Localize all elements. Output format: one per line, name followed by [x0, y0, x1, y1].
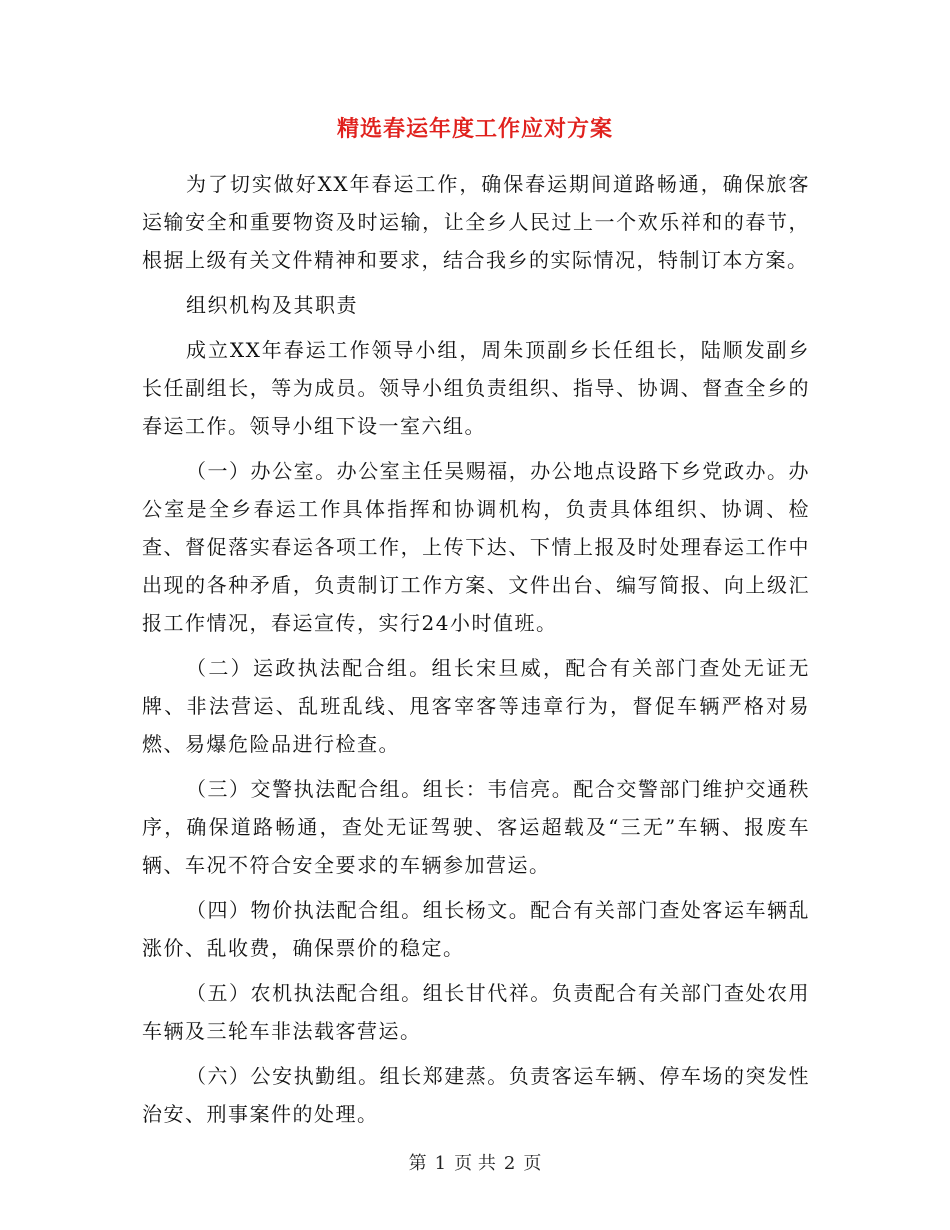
footer-page-number: 1 — [434, 1153, 447, 1174]
page-footer — [0, 1152, 950, 1176]
paragraph-traffic-police-group: （三）交警执法配合组。组长：韦信亮。配合交警部门维护交通秩序，确保道路畅通，查处无证驾驶、客运超载及“三无”车辆、报废车辆、车况不符合安全要求的车辆参加营运。 — [142, 777, 810, 877]
footer-total-pages: 2 — [503, 1153, 516, 1174]
paragraph-office: （一）办公室。办公室主任吴赐福，办公地点设路下乡党政办。办公室是全乡春运工作具体指挥和协调机构，负责具体组织、协调、检查、督促落实春运各项工作，上传下达、下情上报及时处理春运工作中出现的各种矛盾，负责制订工作方案、文件出台、编写简报、向上级汇报工作情况，春运宣传，实行24小时值班。 — [142, 459, 810, 635]
paragraph-agri-machinery-group: （五）农机执法配合组。组长甘代祥。负责配合有关部门查处农用车辆及三轮车非法载客营运。 — [142, 981, 810, 1043]
paragraph-price-group: （四）物价执法配合组。组长杨文。配合有关部门查处客运车辆乱涨价、乱收费，确保票价的稳定。 — [142, 898, 810, 960]
paragraph-transport-group: （二）运政执法配合组。组长宋旦威，配合有关部门查处无证无牌、非法营运、乱班乱线、甩客宰客等违章行为，督促车辆严格对易燃、易爆危险品进行检查。 — [142, 656, 810, 756]
document-body — [142, 165, 810, 1140]
footer-middle: 页 共 — [454, 1153, 496, 1174]
paragraph-intro: 为了切实做好XX年春运工作，确保春运期间道路畅通，确保旅客运输安全和重要物资及时运输，让全乡人民过上一个欢乐祥和的春节，根据上级有关文件精神和要求，结合我乡的实际情况，特制订本方案。 — [142, 172, 810, 272]
section-heading: 组织机构及其职责 — [186, 293, 358, 317]
footer-suffix: 页 — [523, 1153, 542, 1174]
paragraph-leadership: 成立XX年春运工作领导小组，周朱顶副乡长任组长，陆顺发副乡长任副组长，等为成员。领导小组负责组织、指导、协调、督查全乡的春运工作。领导小组下设一室六组。 — [142, 338, 810, 438]
paragraph-public-security-group: （六）公安执勤组。组长郑建蒸。负责客运车辆、停车场的突发性治安、刑事案件的处理。 — [142, 1064, 810, 1126]
document-title: 精选春运年度工作应对方案 — [336, 116, 613, 142]
footer-prefix: 第 — [408, 1153, 427, 1174]
